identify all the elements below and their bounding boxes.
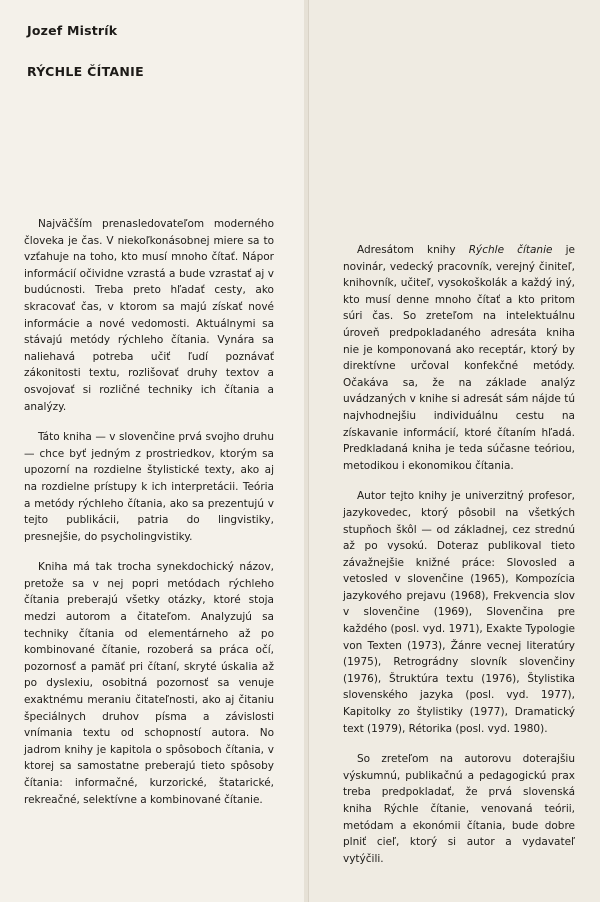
left-paragraph-2: Táto kniha — v slovenčine prvá svojho druhu — chce byť jedným z prostriedkov, ktorým sa upozorní na rozdielne štylistické texty, ako aj na rozdielne prístupy k ich interpretácii. Teória a metódy rýchleho čítania, ako sa prezentujú v tejto publikácii, patria do lingvistiky, presnejšie, do psycholingvistiky. <box>24 431 274 543</box>
right-text-column <box>343 242 575 867</box>
right-paragraph-1 <box>343 242 575 474</box>
author-name: Jozef Mistrík <box>27 23 118 38</box>
left-text-column <box>24 216 274 808</box>
book-title: RÝCHLE ČÍTANIE <box>27 64 144 79</box>
right-paragraph-3: So zreteľom na autorovu doterajšiu výskumnú, publikačnú a pedagogickú prax treba predpokladať, že prvá slovenská kniha Rýchle čítanie, venovaná teórii, metódam a ekonómii čítania, bude dobre plniť cieľ, ktorý si autor a vydavateľ vytýčili. <box>343 753 575 865</box>
left-paragraph-3: Kniha má tak trocha synekdochický názov, pretože sa v nej popri metódach rýchleho čítania preberajú všetky otázky, ktoré stoja medzi autorom a čitateľom. Analyzujú sa techniky čítania od elementárneho až po kombinované čítanie, rozoberá sa práca očí, pozornosť a pamäť pri čítaní, skryté úskalia až po dyslexiu, osobitná pozornosť sa venuje exaktnému meraniu čitateľnosti, ako aj čitaniu špeciálnych druhov písma a závislosti vnímania textu od schopností autora. No jadrom knihy je kapitola o spôsoboch čítania, v ktorej sa samostatne preberajú tieto spôsoby čítania: informačné, kurzorické, štatarické, rekreačné, selektívne a kombinované čítanie. <box>24 561 274 806</box>
right-paragraph-2: Autor tejto knihy je univerzitný profesor, jazykovedec, ktorý pôsobil na všetkých stupňoch škôl — od základnej, cez strednú až po vysokú. Doteraz publikoval tieto závažnejšie knižné práce: Slovosled a vetosled v slovenčine (1965), Kompozícia jazykového prejavu (1968), Frekvencia slov v slovenčine (1969), Slovenčina pre každého (posl. vyd. 1971), Exakte Typologie von Texten (1973), Žánre vecnej literatúry (1975), Retrográdny slovník slovenčiny (1976), Štruktúra textu (1976), Štylistika slovenského jazyka (posl. vyd. 1977), Kapitolky zo štylistiky (1977), Dramatický text (1979), Rétorika (posl. vyd. 1980). <box>343 490 575 735</box>
left-paragraph-1: Najväčším prenasledovateľom moderného človeka je čas. V niekoľkonásobnej miere sa to vzťahuje na toho, kto musí mnoho čítať. Nápor informácií očividne vzrastá a bude vzrastať aj v budúcnosti. Treba preto hľadať cesty, ako skracovať čas, v ktorom sa majú získať nové informácie a nové vedomosti. Aktuálnymi sa stávajú metódy rýchleho čítania. Vynára sa naliehavá potreba učiť ľudí poznávať zákonitosti textu, rozlišovať druhy textov a osvojovať si rozličné techniky ich čítania a analýzy. <box>24 218 274 413</box>
right-paragraph-1-start: Adresátom knihy <box>357 244 469 256</box>
right-paragraph-1-rest: je novinár, vedecký pracovník, verejný činiteľ, knihovník, učiteľ, vysokoškolák a každý iný, kto musí denne mnoho čítať a kto pritom súri čas. So zreteľom na intelektuálnu úroveň predpokladaného adresáta kniha nie je komponovaná ako receptár, ktorý by direktívne určoval konfekčné metódy. Očakáva sa, že na základe analýz uvádzaných v knihe si adresát sám nájde tú najvhodnejšiu individuálnu cestu na získavanie informácií, ktoré čítaním hľadá. Predkladaná kniha je teda súčasne teóriou, metodikou i ekonomikou čítania. <box>343 244 575 472</box>
book-title-italic: Rýchle čítanie <box>468 244 553 256</box>
